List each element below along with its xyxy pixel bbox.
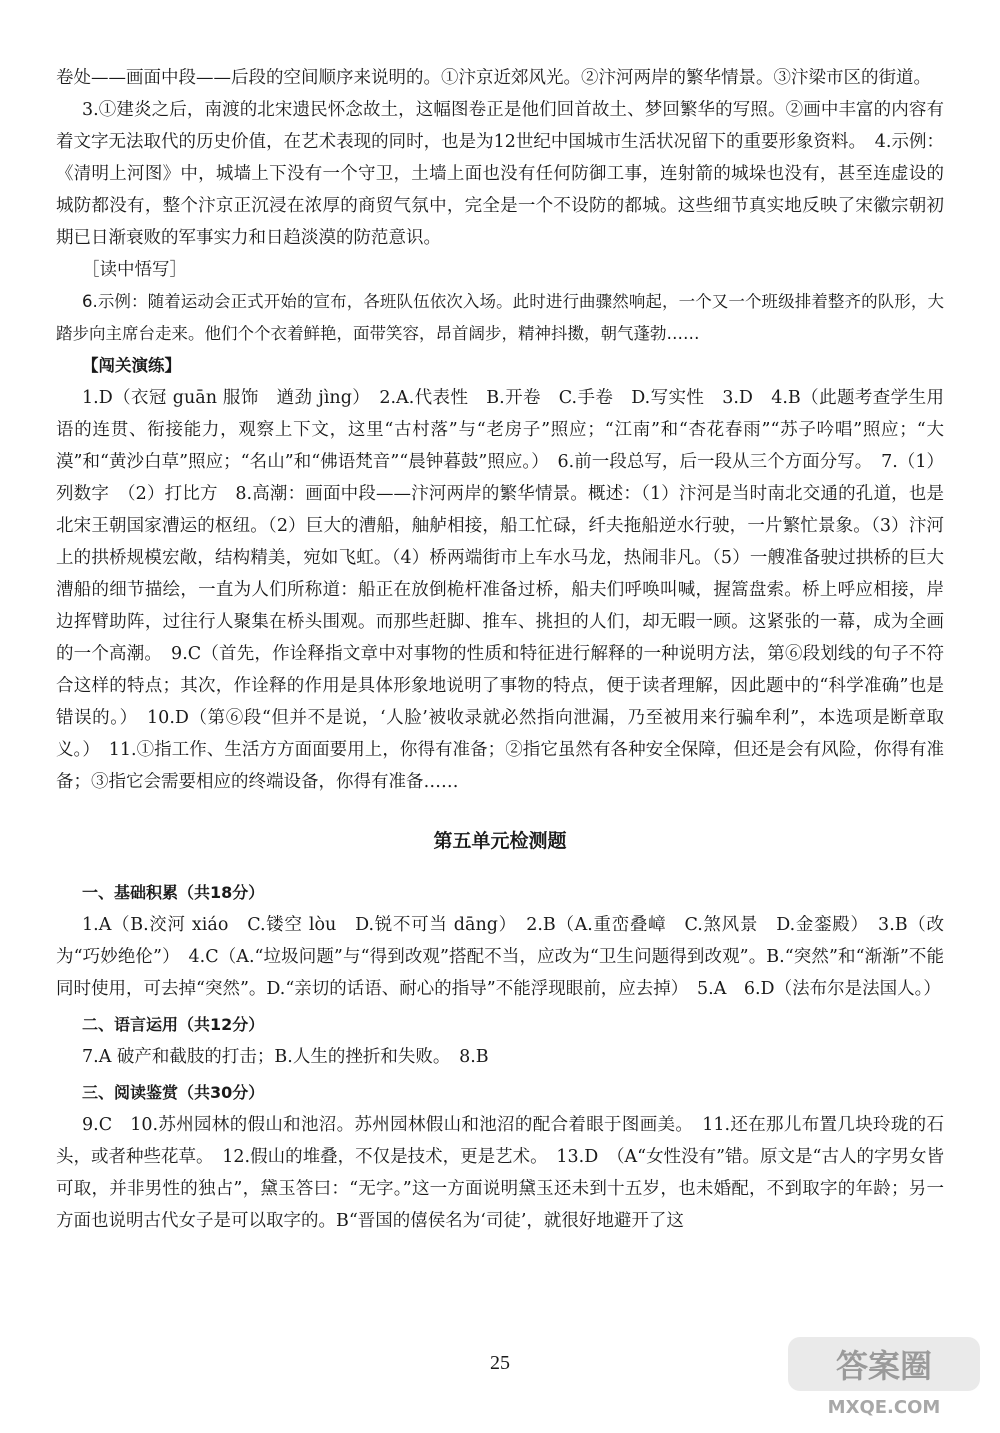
answer-paragraph-7: 9.C 10.苏州园林的假山和池沼。苏州园林假山和池沼的配合着眼于图画美。 11.还在那儿布置几块玲珑的石头，或者种些花草。 12.假山的堆叠，不仅是技术，更是艺术。 13.D （A“女性没有”错。原文是“古人的字男女皆可取，并非男性的独占”，黛玉答曰：“无字。”这一方面说明黛玉还未到十五岁，也未婚配，不到取字的年龄；另一方面也说明古代女子是可以取字的。B“晋国的僖侯名为‘司徒’，就很好地避开了这	[56, 1115, 944, 1231]
heading-drill: 【闯关演练】	[82, 356, 181, 375]
answer-paragraph-4: 1.D（衣冠 guān 服饰 遒劲 jìng） 2.A.代表性 B.开卷 C.手卷 D.写实性 3.D 4.B（此题考查学生用语的连贯、衔接能力，观察上下文，这里“古村落”与“老房子”照应；“江南”和“杏花春雨”“苏子吟唱”照应；“大漠”和“黄沙白草”照应；“名山”和“佛语梵音”“晨钟暮鼓”照应。） 6.前一段总写，后一段从三个方面分写。 7.（1）列数字 （2）打比方 8.高潮：画面中段——汴河两岸的繁华情景。概述：（1）汴河是当时南北交通的孔道，也是北宋王朝国家漕运的枢纽。（2）巨大的漕船，舳舻相接，船工忙碌，纤夫拖船逆水行驶，一片繁忙景象。（3）汴河上的拱桥规模宏敞，结构精美，宛如飞虹。（4）桥两端街市上车水马龙，热闹非凡。（5）一艘准备驶过拱桥的巨大漕船的细节描绘，一直为人们所称道：船正在放倒桅杆准备过桥，船夫们呼唤叫喊，握篙盘索。桥上呼应相接，岸边挥臂助阵，过往行人聚集在桥头围观。而那些赶脚、推车、挑担的人们，却无暇一顾。这紧张的一幕，成为全画的一个高潮。 9.C（首先，作诠释指文章中对事物的性质和特征进行解释的一种说明方法，第⑥段划线的句子不符合这样的特点；其次，作诠释的作用是具体形象地说明了事物的特点，便于读者理解，因此题中的“科学准确”也是错误的。） 10.D（第⑥段“但并不是说，‘人脸’被收录就必然指向泄漏，乃至被用来行骗牟利”，本选项是断章取义。） 11.①指工作、生活方方面面要用上，你得有准备；②指它虽然有各种安全保障，但还是会有风险，你得有准备；③指它会需要相应的终端设备，你得有准备……	[56, 388, 944, 792]
watermark-logo	[784, 1331, 984, 1421]
watermark-text: 答案圈	[835, 1347, 933, 1385]
answer-paragraph-3: 6.示例：随着运动会正式开始的宣布，各班队伍依次入场。此时进行曲骤然响起，一个又一个班级排着整齐的队形，大踏步向主席台走来。他们个个衣着鲜艳，面带笑容，昂首阔步，精神抖擞，朝气蓬勃……	[56, 292, 944, 343]
answer-paragraph-2: 3.①建炎之后，南渡的北宋遗民怀念故土，这幅图卷正是他们回首故土、梦回繁华的写照。②画中丰富的内容有着文字无法取代的历史价值，在艺术表现的同时，也是为12世纪中国城市生活状况留下的重要形象资料。 4.示例：《清明上河图》中，城墙上下没有一个守卫，土墙上面也没有任何防御工事，连射箭的城垛也没有，甚至连虚设的城防都没有，整个汴京正沉浸在浓厚的商贸气氛中，完全是一个不设防的都城。这些细节真实地反映了宋徽宗朝初期已日渐衰败的军事实力和日趋淡漠的防范意识。	[56, 100, 944, 248]
watermark-url: MXQE.COM	[827, 1397, 941, 1418]
sub-heading-basics: 一、基础积累（共18分）	[82, 883, 265, 902]
section-title: 第五单元检测题	[433, 830, 567, 852]
sub-heading-reading: 三、阅读鉴赏（共30分）	[82, 1083, 265, 1102]
answer-paragraph-5: 1.A（B.洨河 xiáo C.镂空 lòu D.锐不可当 dāng） 2.B（A.重峦叠嶂 C.煞风景 D.金銮殿） 3.B（改为“巧妙绝伦”） 4.C（A.“垃圾问题”与“得到改观”搭配不当，应改为“卫生问题得到改观”。B.“突然”和“渐渐”不能同时使用，可去掉“突然”。D.“亲切的话语、耐心的指导”不能浮现眼前，应去掉） 5.A 6.D（法布尔是法国人。）	[56, 915, 944, 999]
page-number: 25	[490, 1352, 510, 1374]
sub-heading-language: 二、语言运用（共12分）	[82, 1015, 265, 1034]
document-page	[56, 62, 944, 1237]
answer-paragraph-6: 7.A 破产和截肢的打击；B.人生的挫折和失败。 8.B	[82, 1047, 489, 1067]
heading-read-write: ［读中悟写］	[82, 260, 187, 280]
answer-paragraph-1: 卷处——画面中段——后段的空间顺序来说明的。①汴京近郊风光。②汴河两岸的繁华情景。③汴梁市区的街道。	[56, 68, 931, 88]
